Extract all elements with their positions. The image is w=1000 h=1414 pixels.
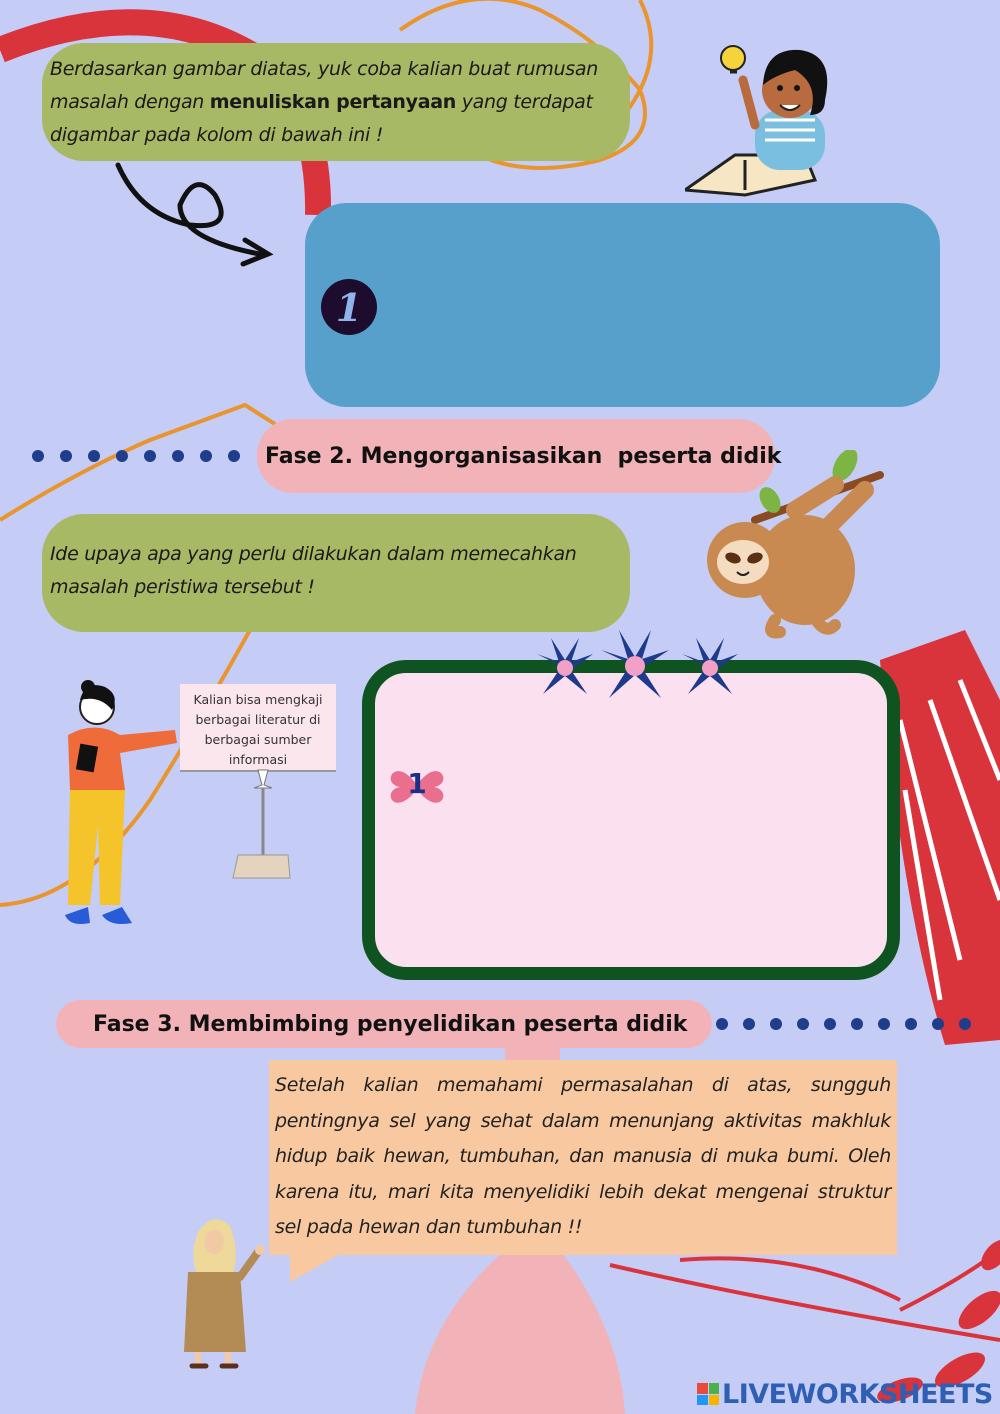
- question2-text: Ide upaya apa yang perlu dilakukan dalam memecahkan masalah peristiwa tersebut !: [50, 543, 577, 598]
- signboard-stand: [228, 760, 298, 880]
- flower-decoration-icon: [530, 630, 750, 710]
- phase3-paragraph-box: [269, 1060, 897, 1255]
- phase3-paragraph: Setelah kalian memahami permasalahan di atas, sungguh pentingnya sel yang sehat dalam menunjang aktivitas makhluk hidup baik hewan, tumbuhan, dan manusia di muka bumi. Oleh karena itu, mari kita menyelidiki lebih dekat mengenai struktur sel pada hewan dan tumbuhan !!: [275, 1074, 891, 1238]
- signboard-text: Kalian bisa mengkaji berbagai literatur di berbagai sumber informasi: [193, 692, 323, 767]
- answer-box-1[interactable]: [305, 203, 940, 407]
- liveworksheets-text: LIVEWORKSHEETS: [722, 1378, 993, 1410]
- intro-text-end: yang terdapat digambar pada kolom di bawah ini !: [50, 91, 593, 146]
- answer-box-1-number: 1: [335, 284, 363, 330]
- intro-text-start: Berdasarkan gambar diatas, yuk coba kalian buat rumusan masalah dengan: [50, 58, 598, 113]
- liveworksheets-watermark: [697, 1380, 993, 1408]
- intro-bubble: [42, 43, 630, 161]
- hijab-teacher-illustration: [178, 1212, 268, 1372]
- speech-bubble-tail: [290, 1254, 350, 1284]
- question2-bubble: [42, 514, 630, 632]
- teacher-pointing-illustration: [40, 675, 180, 935]
- sloth-illustration: [685, 450, 885, 640]
- answer-box-2-number: 1: [407, 767, 427, 800]
- signboard: [180, 684, 336, 770]
- phase3-title-pill: [56, 1000, 712, 1048]
- phase2-title: Fase 2. Mengorganisasikan peserta didik: [265, 443, 782, 469]
- girl-reading-illustration: [685, 30, 845, 200]
- answer-box-1-number-badge: [321, 279, 377, 335]
- intro-text-bold: menuliskan pertanyaan: [209, 91, 456, 113]
- answer-box-2-number-badge: [390, 759, 444, 811]
- liveworksheets-badge-icon: [697, 1383, 719, 1405]
- phase3-title: Fase 3. Membimbing penyelidikan peserta didik: [93, 1011, 688, 1037]
